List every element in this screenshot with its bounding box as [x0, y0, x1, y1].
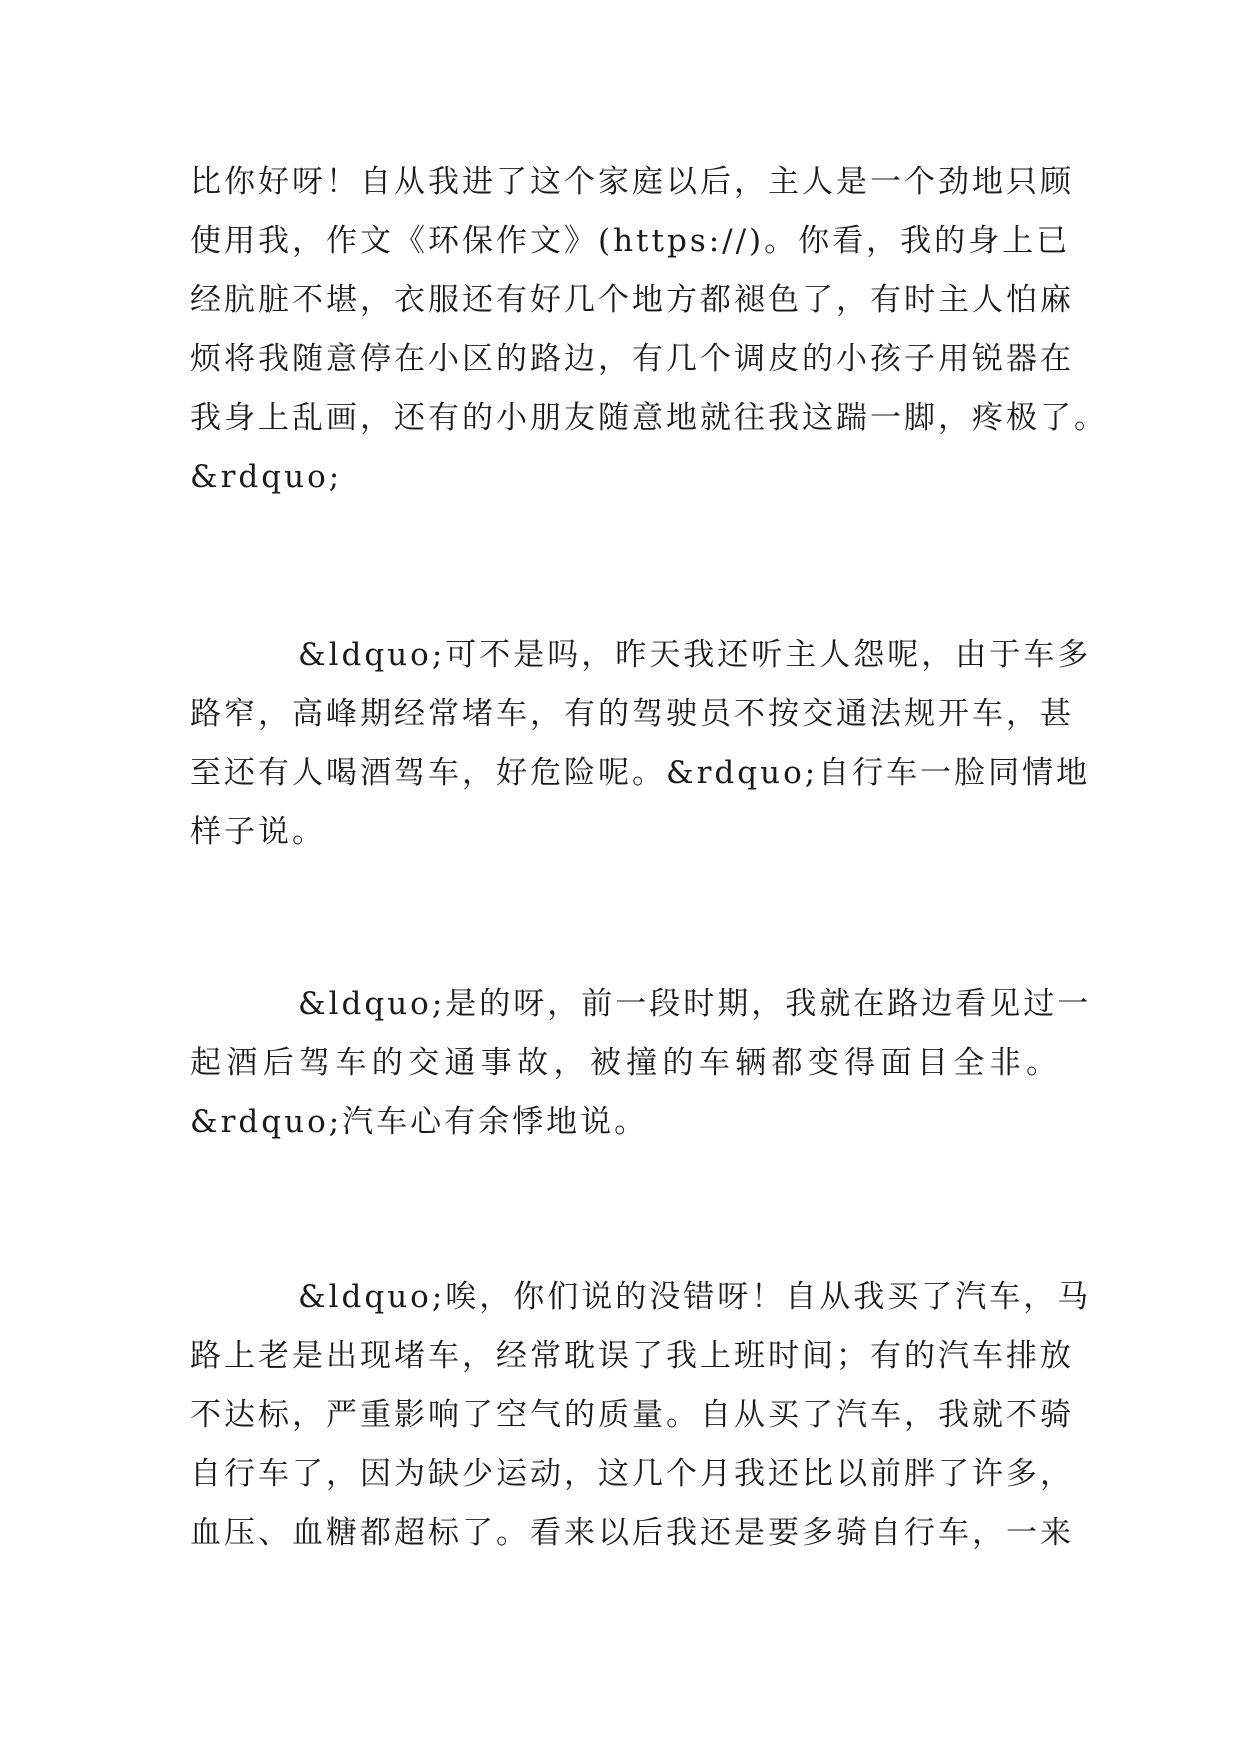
text-line: 起酒后驾车的交通事故，被撞的车辆都变得面目全非。	[190, 1045, 1060, 1081]
text-line: &ldquo;是的呀，前一段时期，我就在路边看见过一	[298, 986, 1092, 1022]
text-line: 至还有人喝酒驾车，好危险呢。&rdquo;自行车一脸同情地	[190, 755, 1091, 791]
text-line: 比你好呀！自从我进了这个家庭以后，主人是一个劲地只顾	[190, 164, 1074, 200]
text-line: 经肮脏不堪，衣服还有好几个地方都褪色了，有时主人怕麻	[190, 282, 1074, 318]
text-line: &ldquo;可不是吗，昨天我还听主人怨呢，由于车多	[298, 637, 1092, 673]
text-line: &ldquo;唉，你们说的没错呀！自从我买了汽车，马	[298, 1279, 1092, 1315]
text-line: 自行车了，因为缺少运动，这几个月我还比以前胖了许多，	[190, 1456, 1074, 1492]
text-line: 路上老是出现堵车，经常耽误了我上班时间；有的汽车排放	[190, 1338, 1074, 1374]
paragraph-4	[190, 1268, 1092, 1563]
paragraph-2	[190, 626, 1092, 862]
paragraph-3	[190, 975, 1092, 1152]
text-line: 样子说。	[190, 814, 326, 850]
text-line: &rdquo;汽车心有余悸地说。	[190, 1104, 649, 1140]
text-line: &rdquo;	[190, 459, 343, 495]
text-line: 我身上乱画，还有的小朋友随意地就往我这踹一脚，疼极了。	[190, 400, 1108, 436]
text-line: 血压、血糖都超标了。看来以后我还是要多骑自行车，一来	[190, 1515, 1074, 1551]
text-line: 烦将我随意停在小区的路边，有几个调皮的小孩子用锐器在	[190, 341, 1074, 377]
text-line: 不达标，严重影响了空气的质量。自从买了汽车，我就不骑	[190, 1397, 1074, 1433]
text-line: 使用我，作文《环保作文》(https://)。你看，我的身上已	[190, 223, 1071, 259]
paragraph-1	[190, 153, 1108, 507]
text-line: 路窄，高峰期经常堵车，有的驾驶员不按交通法规开车，甚	[190, 696, 1074, 732]
